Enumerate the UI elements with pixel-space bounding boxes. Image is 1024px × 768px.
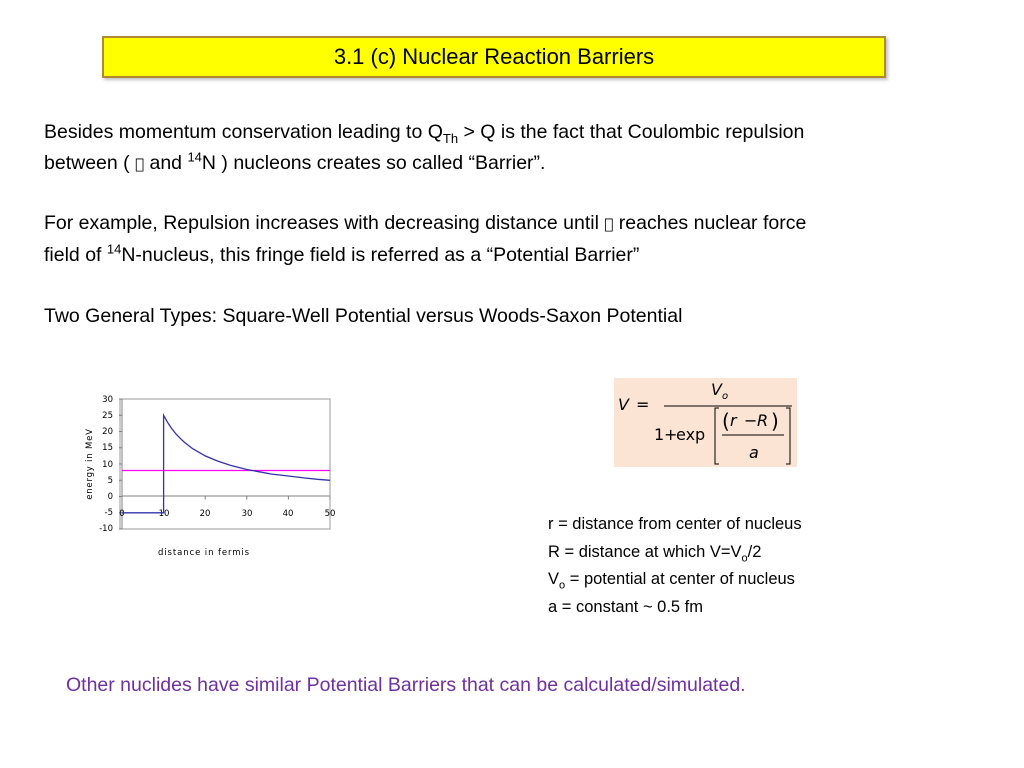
y-tick-label: 0 [107, 492, 113, 502]
formula-a: a [749, 443, 759, 462]
x-tick-label: 20 [199, 509, 211, 519]
x-tick-label: 40 [282, 509, 294, 519]
text-segment: reaches nuclear force [604, 212, 792, 234]
y-tick-label: -10 [99, 524, 113, 534]
y-tick-label: 15 [102, 443, 113, 453]
definition-r: r = distance from center of nucleus [548, 515, 802, 533]
types-line: Two General Types: Square-Well Potential versus Woods-Saxon Potential [44, 305, 683, 327]
text-segment: N ) nucleons creates so called “Barrier”. [187, 152, 532, 174]
x-tick-label: 50 [324, 509, 336, 519]
formula-equals: = [636, 395, 650, 414]
x-tick-label: 10 [158, 509, 170, 519]
formula-plus: + [664, 425, 678, 444]
paragraph-2-line-1 [44, 208, 806, 240]
text-segment: between ( [44, 152, 136, 174]
paragraph-1-line-2 [44, 148, 804, 180]
text-segment: For example, Repulsion increases with decreasing distance until [44, 212, 605, 234]
text-segment: = potential at center of nucleus [565, 570, 795, 588]
y-tick-label: 25 [102, 411, 113, 421]
subscript: o [559, 579, 566, 592]
variable-definitions [548, 511, 802, 621]
formula-svg [614, 378, 797, 467]
formula-lhs: V [618, 395, 629, 414]
left-bracket [715, 408, 719, 464]
text-segment: V [548, 570, 560, 588]
missing-glyph-box [135, 155, 144, 173]
y-tick-label: -5 [104, 508, 113, 518]
y-tick-label: 10 [102, 460, 113, 470]
slide-title: 3.1 (c) Nuclear Reaction Barriers [333, 44, 655, 69]
y-tick-label: 20 [102, 427, 113, 437]
paragraph-2-line-2 [44, 240, 806, 271]
y-tick-label: 30 [102, 395, 113, 405]
text-segment: and [135, 152, 174, 174]
text-segment: > Q is the fact that Coulombic repulsion [458, 121, 805, 143]
formula-r: r [730, 411, 737, 430]
paragraph-1-line-1 [44, 117, 804, 148]
definition-Vo [548, 566, 802, 594]
y-axis-label: energy in MeV [85, 428, 95, 500]
definition-R [548, 539, 802, 567]
woods-saxon-formula [614, 378, 797, 467]
text-segment: Besides momentum conservation leading to Q [44, 121, 443, 143]
x-axis-label: distance in fermis [157, 548, 251, 558]
paragraph-2 [44, 208, 806, 271]
paragraph-3 [44, 301, 682, 332]
definition-a: a = constant ~ 0.5 fm [548, 597, 704, 616]
formula-minus: − [744, 411, 758, 430]
subscript: o [741, 551, 748, 564]
right-bracket [786, 408, 790, 464]
text-segment: R = distance at which V=V [548, 542, 742, 561]
formula-exp: exp [676, 425, 706, 444]
text-segment: /2 [747, 542, 762, 561]
y-tick-label: 5 [107, 476, 113, 486]
formula-numerator-subscript: o [722, 391, 729, 402]
paren-open: ( [722, 409, 730, 433]
paragraph-1 [44, 117, 804, 180]
formula-R: R [757, 411, 769, 430]
title-banner [102, 36, 886, 78]
superscript: 14 [173, 149, 188, 165]
subscript: Th [442, 130, 459, 146]
text-segment: field of [44, 244, 107, 266]
formula-numerator: V [711, 380, 722, 399]
formula-one: 1 [654, 425, 665, 444]
x-tick-label: 30 [241, 509, 253, 519]
x-tick-label: 0 [119, 509, 125, 519]
footer-note: Other nuclides have similar Potential Barriers that can be calculated/simulated. [66, 674, 746, 696]
potential-barrier-chart [80, 390, 350, 570]
superscript: 14 [106, 241, 122, 257]
text-segment: N-nucleus, this fringe field is referred as a “Potential Barrier” [121, 244, 640, 266]
paren-close: ) [771, 409, 779, 433]
